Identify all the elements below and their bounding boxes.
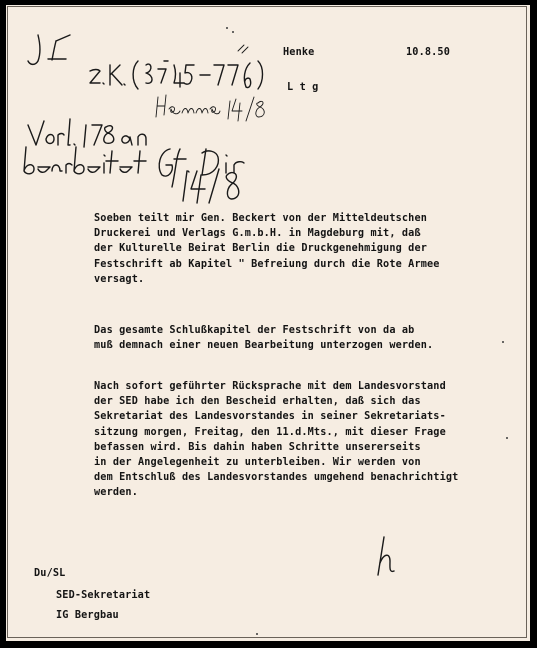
footer-initials: Du/SL — [34, 568, 66, 579]
footer-recipient-1: SED-Sekretariat — [56, 590, 151, 601]
paragraph-line: Druckerei und Verlags G.m.b.H. in Magdeburg mit, daß — [94, 228, 421, 240]
handwritten-file-ref — [88, 43, 278, 98]
scan-speck — [502, 341, 504, 343]
handwritten-initials — [26, 31, 86, 71]
paragraph-2 — [94, 323, 433, 353]
paragraph-line: versagt. — [94, 273, 145, 285]
header-ref: L t g — [287, 82, 319, 93]
header-date: 10.8.50 — [406, 47, 450, 58]
paragraph-line: Das gesamte Schlußkapitel der Festschrift von da ab — [94, 325, 415, 336]
document-page — [6, 5, 530, 641]
scan-speck — [506, 437, 508, 439]
paragraph-1 — [94, 211, 440, 287]
paragraph-line: dem Entschluß des Landesvorstandes umgehend benachrichtigt — [94, 472, 459, 484]
scan-speck — [232, 31, 234, 33]
paragraph-line: der Kulturelle Beirat Berlin die Druckgenehmigung der — [94, 243, 428, 255]
paragraph-line: in der Angelegenheit zu unterbleiben. Wir werden von — [94, 457, 421, 469]
paragraph-line: der SED habe ich den Bescheid erhalten, daß sich das — [94, 396, 421, 408]
footer-recipient-2: IG Bergbau — [56, 610, 119, 621]
paragraph-line: werden. — [94, 487, 138, 499]
scan-speck — [226, 27, 228, 29]
paragraph-line: befassen wird. Bis dahin haben Schritte unsererseits — [94, 441, 421, 453]
header-name: Henke — [283, 47, 315, 58]
handwritten-note-date — [181, 165, 251, 207]
paragraph-line: muß demnach einer neuen Bearbeitung unterzogen werden. — [94, 340, 434, 352]
paragraph-line: Sekretariat des Landesvorstandes in seiner Sekretariats- — [94, 411, 446, 423]
paragraph-line: sitzung morgen, Freitag, den 11.d.Mts., mit dieser Frage — [94, 426, 446, 438]
scan-speck — [256, 633, 258, 635]
handwritten-signature — [370, 533, 410, 583]
paragraph-3 — [94, 379, 458, 501]
paragraph-line: Nach sofort geführter Rücksprache mit dem Landesvorstand — [94, 381, 446, 392]
paragraph-line: Festschrift ab Kapitel " Befreiung durch die Rote Armee — [94, 258, 440, 270]
paragraph-line: Soeben teilt mir Gen. Beckert von der Mitteldeutschen — [94, 213, 428, 224]
